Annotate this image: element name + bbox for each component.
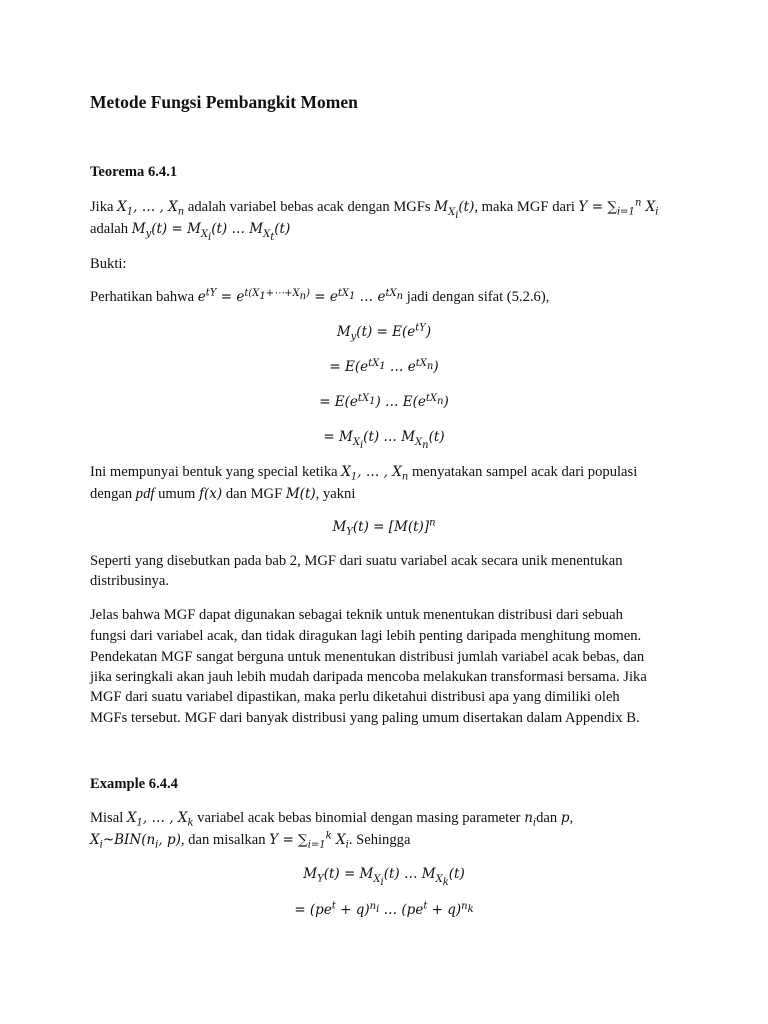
equation-2: = $E(e^{tX_1}$ … $e^{tX_n}$) — [329, 357, 439, 375]
math-x-sequence: $X_1$, … , $X_k$ — [126, 810, 194, 829]
text-run: , yakni — [315, 486, 356, 502]
para1-line-2: distribusinya. — [90, 573, 170, 589]
text-run: , dan misalkan — [180, 832, 270, 848]
math-ni: $n_i$ — [524, 810, 537, 829]
equation-4: = $M_{X_i}(t)$ … $M_{X_n}(t)$ — [323, 429, 445, 451]
proof-label: Bukti: — [90, 256, 127, 272]
text-run: variabel acak bebas binomial dengan masing parameter — [193, 810, 525, 826]
math-x-sequence: $X_1$, … , $X_n$ — [117, 199, 185, 218]
para1-line-1: Seperti yang disebutkan pada bab 2, MGF dari suatu variabel acak secara unik menentukan — [90, 553, 623, 569]
text-run: adalah variabel bebas acak dengan MGFs — [184, 199, 435, 215]
math-mgf: $M_{X_i}(t)$ — [434, 199, 475, 221]
text-run: menyatakan sampel acak dari populasi — [408, 464, 638, 480]
text-run: dan — [536, 810, 561, 826]
math-sum: $Y = \sum_{i=1}^k$ $X_i$ — [269, 830, 349, 851]
para2-line-2: fungsi dari variabel acak, dan tidak diragukan lagi lebih penting daripada menghitung momen. — [90, 628, 642, 644]
special-line-2 — [90, 484, 355, 504]
text-run: adalah — [90, 221, 132, 237]
math-fx: f(x) — [199, 486, 223, 502]
special-line-1 — [90, 462, 637, 482]
theorem-line-1 — [90, 197, 659, 221]
math-x-sequence: $X_1$, … , $X_n$ — [341, 464, 409, 483]
text-run: . Sehingga — [348, 832, 411, 848]
text-run: jadi dengan sifat (5.2.6), — [403, 289, 550, 305]
text-run: dan MGF — [222, 486, 286, 502]
equation-5: $M_Y(t) = [M(t)]^n$ — [332, 517, 436, 538]
para2-line-3: Pendekatan MGF sangat berguna untuk menentukan distribusi jumlah variabel acak bebas, dan — [90, 649, 645, 665]
text-run: Ini mempunyai bentuk yang special ketika — [90, 464, 342, 480]
math-exponent: $e^{tY} = e^{t(X_1+\cdots+X_n)} = e^{tX_1}$ … $e^{tX_n}$ — [197, 287, 404, 305]
math-sum: $Y = \sum_{i=1}^n$ $X_i$ — [578, 197, 659, 218]
math-mgf-product: $M_y(t) = M_{X_i}(t)$ … $M_{X_t}(t)$ — [131, 221, 291, 243]
example-heading: Example 6.4.4 — [90, 776, 178, 792]
para2-line-5: MGF dari suatu variabel dipastikan, maka perlu diketahui distribusi apa yang dimiliki oleh — [90, 689, 620, 705]
para2-line-4: jika seringkali akan jauh lebih mudah daripada mencoba melakukan transformasi bersama. Jika — [90, 669, 647, 685]
equation-7: = $(pe^t + q)^{n_i}$ … $(pe^t + q)^{n_k}$ — [294, 900, 474, 918]
equation-6: $M_Y(t) = M_{X_i}(t)$ … $M_{X_k}(t)$ — [303, 866, 465, 888]
equation-1: $M_y(t) = E(e^{tY})$ — [336, 322, 432, 343]
pdf-term: pdf — [135, 486, 155, 502]
theorem-line-2 — [90, 219, 291, 243]
text-run: umum — [154, 486, 200, 502]
text-run: , maka MGF dari — [474, 199, 579, 215]
equation-3: = $E(e^{tX_1})$ … $E(e^{tX_n})$ — [319, 392, 449, 410]
page-title: Metode Fungsi Pembangkit Momen — [90, 92, 358, 112]
text-run: Jika — [90, 199, 118, 215]
example-line-2 — [90, 830, 410, 850]
text-run: Perhatikan bahwa — [90, 289, 198, 305]
math-p: p — [560, 810, 570, 826]
proof-line — [90, 287, 549, 307]
para2-line-6: MGFs tersebut. MGF dari banyak distribusi yang paling umum disertakan dalam Appendix B. — [90, 710, 640, 726]
theorem-heading: Teorema 6.4.1 — [90, 164, 178, 180]
para2-line-1: Jelas bahwa MGF dapat digunakan sebagai teknik untuk menentukan distribusi dari sebuah — [90, 607, 623, 623]
math-mt: M(t) — [285, 486, 316, 502]
math-binomial: $X_i\sim BIN(n_i$, p) — [90, 832, 181, 851]
text-run: Misal — [90, 810, 127, 826]
example-line-1: Misal $X_1$, … , $X_k$ variabel acak bebas binomial dengan masing parameter $n_idan$ p, — [90, 810, 574, 829]
text-run: dengan — [90, 486, 136, 502]
